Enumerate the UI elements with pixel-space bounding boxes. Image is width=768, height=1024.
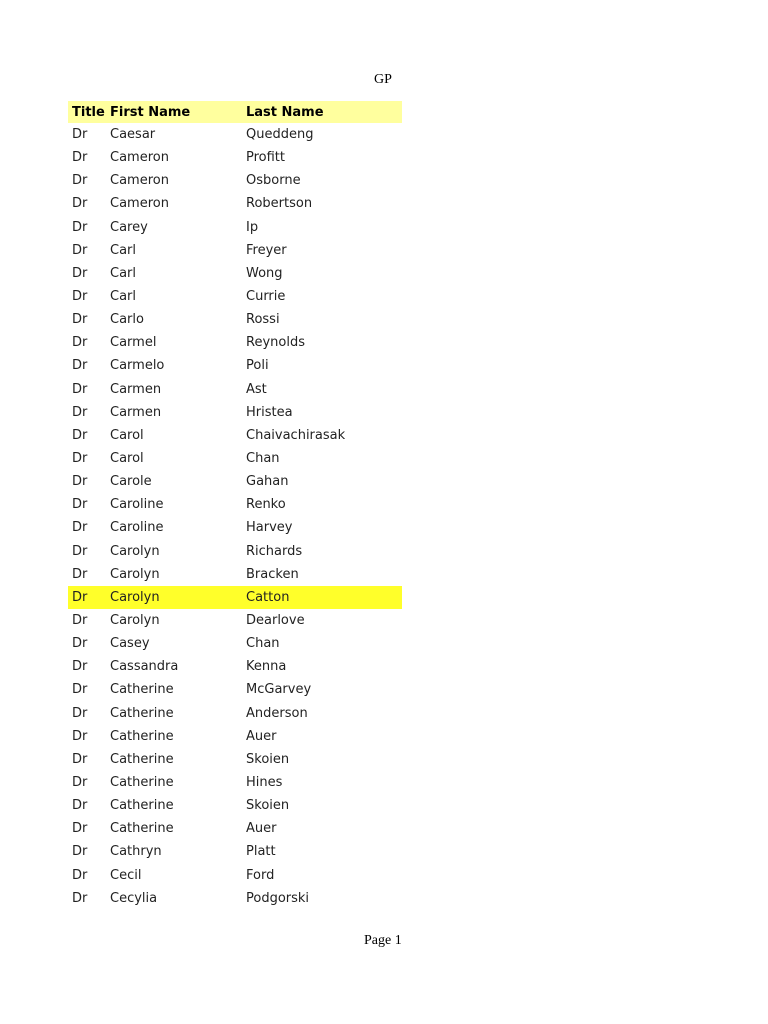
- cell-last-name: Chan: [246, 636, 280, 652]
- cell-title: Dr: [72, 173, 88, 189]
- cell-first-name: Catherine: [110, 821, 174, 837]
- cell-title: Dr: [72, 589, 88, 605]
- cell-first-name: Carol: [110, 451, 144, 467]
- table-row: [68, 563, 402, 586]
- table-row: [68, 308, 402, 331]
- table-row: [68, 840, 402, 863]
- table-row: [68, 262, 402, 285]
- table-row: [68, 447, 402, 470]
- table-row: [68, 817, 402, 840]
- cell-first-name: Carolyn: [110, 613, 160, 629]
- cell-title: Dr: [72, 543, 88, 559]
- table-row: [68, 771, 402, 794]
- cell-first-name: Carolyn: [110, 566, 160, 582]
- cell-title: Dr: [72, 798, 88, 814]
- table-row: [68, 424, 402, 447]
- cell-last-name: Gahan: [246, 474, 289, 490]
- cell-first-name: Cecil: [110, 867, 142, 883]
- table-row: [68, 493, 402, 516]
- cell-title: Dr: [72, 497, 88, 513]
- cell-title: Dr: [72, 127, 88, 143]
- cell-title: Dr: [72, 751, 88, 767]
- cell-last-name: Wong: [246, 265, 283, 281]
- column-header-last-name: Last Name: [246, 104, 324, 120]
- cell-first-name: Carmen: [110, 404, 162, 420]
- cell-title: Dr: [72, 427, 88, 443]
- table-row: [68, 192, 402, 215]
- cell-first-name: Catherine: [110, 728, 174, 744]
- cell-title: Dr: [72, 242, 88, 258]
- cell-title: Dr: [72, 404, 88, 420]
- table-row: [68, 401, 402, 424]
- cell-last-name: Queddeng: [246, 127, 314, 143]
- table-row: [68, 516, 402, 539]
- table-row: [68, 378, 402, 401]
- cell-last-name: Profitt: [246, 150, 286, 166]
- cell-title: Dr: [72, 358, 88, 374]
- cell-last-name: Anderson: [246, 705, 308, 721]
- cell-first-name: Catherine: [110, 751, 174, 767]
- cell-first-name: Carmen: [110, 381, 162, 397]
- cell-last-name: Richards: [246, 543, 303, 559]
- cell-last-name: Podgorski: [246, 890, 310, 906]
- cell-title: Dr: [72, 566, 88, 582]
- cell-title: Dr: [72, 728, 88, 744]
- cell-title: Dr: [72, 381, 88, 397]
- cell-first-name: Carolyn: [110, 589, 160, 605]
- table-row: [68, 609, 402, 632]
- cell-first-name: Caesar: [110, 127, 156, 143]
- table-row: [68, 725, 402, 748]
- cell-first-name: Casey: [110, 636, 150, 652]
- cell-last-name: Freyer: [246, 242, 287, 258]
- table-row: [68, 216, 402, 239]
- cell-last-name: Rossi: [246, 312, 280, 328]
- table-row: [68, 354, 402, 377]
- cell-first-name: Carolyn: [110, 543, 160, 559]
- name-table: [68, 101, 402, 910]
- cell-title: Dr: [72, 890, 88, 906]
- cell-last-name: Hristea: [246, 404, 293, 420]
- cell-last-name: Ip: [246, 219, 259, 235]
- cell-title: Dr: [72, 659, 88, 675]
- table-row: [68, 678, 402, 701]
- cell-first-name: Catherine: [110, 775, 174, 790]
- cell-title: Dr: [72, 705, 88, 721]
- cell-last-name: Catton: [246, 589, 290, 605]
- cell-first-name: Carl: [110, 265, 136, 281]
- cell-last-name: Ast: [246, 381, 267, 397]
- cell-last-name: Renko: [246, 497, 286, 513]
- table-row: [68, 169, 402, 192]
- cell-title: Dr: [72, 219, 88, 235]
- cell-title: Dr: [72, 335, 88, 351]
- cell-first-name: Carole: [110, 474, 152, 490]
- table-row: [68, 239, 402, 262]
- cell-title: Dr: [72, 821, 88, 837]
- cell-last-name: Bracken: [246, 566, 299, 582]
- cell-first-name: Catherine: [110, 682, 174, 698]
- cell-first-name: Cecylia: [110, 890, 158, 906]
- table-row: [68, 794, 402, 817]
- cell-last-name: Hines: [246, 775, 283, 790]
- cell-first-name: Carol: [110, 427, 144, 443]
- cell-first-name: Carl: [110, 242, 136, 258]
- cell-last-name: Dearlove: [246, 613, 305, 629]
- cell-first-name: Carey: [110, 219, 148, 235]
- table-row: [68, 540, 402, 563]
- cell-first-name: Carl: [110, 289, 136, 305]
- cell-last-name: Poli: [246, 358, 269, 374]
- cell-first-name: Cameron: [110, 150, 169, 166]
- cell-first-name: Carmel: [110, 335, 157, 351]
- cell-last-name: Kenna: [246, 659, 287, 675]
- cell-last-name: Ford: [246, 867, 275, 883]
- cell-title: Dr: [72, 289, 88, 305]
- cell-first-name: Carlo: [110, 312, 144, 328]
- cell-title: Dr: [72, 682, 88, 698]
- cell-last-name: Harvey: [246, 520, 293, 536]
- cell-last-name: Skoien: [246, 798, 290, 814]
- cell-last-name: McGarvey: [246, 682, 312, 698]
- cell-title: Dr: [72, 265, 88, 281]
- cell-title: Dr: [72, 520, 88, 536]
- cell-first-name: Cathryn: [110, 844, 162, 860]
- table-row: [68, 887, 402, 910]
- cell-last-name: Robertson: [246, 196, 313, 212]
- table-body: [68, 123, 402, 910]
- column-header-first-name: First Name: [110, 104, 191, 120]
- table-row: [68, 331, 402, 354]
- cell-last-name: Chan: [246, 451, 280, 467]
- column-header-title: Title: [72, 104, 105, 120]
- cell-title: Dr: [72, 451, 88, 467]
- cell-title: Dr: [72, 636, 88, 652]
- cell-last-name: Auer: [246, 821, 277, 837]
- table-row: [68, 285, 402, 308]
- table-row-highlighted: [68, 586, 402, 609]
- cell-first-name: Caroline: [110, 520, 164, 536]
- cell-first-name: Cameron: [110, 173, 169, 189]
- cell-last-name: Reynolds: [246, 335, 305, 351]
- table-row: [68, 146, 402, 169]
- cell-first-name: Catherine: [110, 798, 174, 814]
- cell-first-name: Caroline: [110, 497, 164, 513]
- cell-first-name: Cassandra: [110, 659, 179, 675]
- cell-title: Dr: [72, 844, 88, 860]
- table-row: [68, 748, 402, 771]
- cell-first-name: Catherine: [110, 705, 174, 721]
- cell-first-name: Carmelo: [110, 358, 165, 374]
- cell-last-name: Osborne: [246, 173, 301, 189]
- table-row: [68, 632, 402, 655]
- cell-title: Dr: [72, 474, 88, 490]
- cell-title: Dr: [72, 867, 88, 883]
- cell-title: Dr: [72, 775, 88, 790]
- page-number: Page 1: [364, 933, 402, 948]
- cell-last-name: Skoien: [246, 751, 290, 767]
- page-header-title: GP: [374, 72, 392, 87]
- table-row: [68, 123, 402, 146]
- cell-last-name: Auer: [246, 728, 277, 744]
- table-header-row: [68, 101, 402, 123]
- cell-title: Dr: [72, 150, 88, 166]
- cell-first-name: Cameron: [110, 196, 169, 212]
- cell-title: Dr: [72, 613, 88, 629]
- cell-last-name: Currie: [246, 289, 286, 305]
- table-row: [68, 864, 402, 887]
- table-row: [68, 470, 402, 493]
- table-row: [68, 655, 402, 678]
- cell-last-name: Platt: [246, 844, 276, 860]
- table-row: [68, 702, 402, 725]
- cell-title: Dr: [72, 196, 88, 212]
- cell-title: Dr: [72, 312, 88, 328]
- cell-last-name: Chaivachirasak: [246, 427, 346, 443]
